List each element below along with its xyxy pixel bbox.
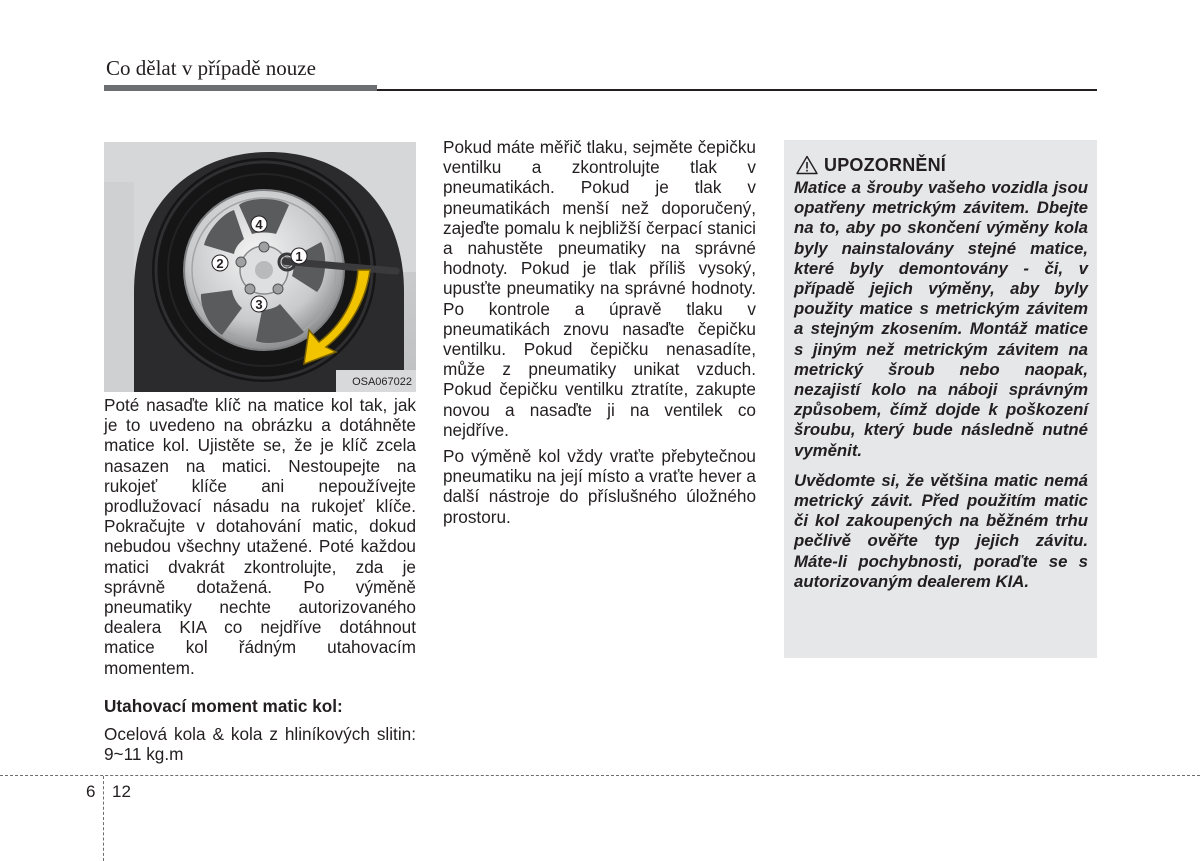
wheel-figure bbox=[104, 142, 416, 392]
figure-code: OSA067022 bbox=[352, 376, 412, 388]
column-left bbox=[104, 395, 416, 764]
callout-3: 3 bbox=[255, 297, 263, 312]
footer-divider bbox=[0, 775, 1200, 776]
warning-title: UPOZORNĚNÍ bbox=[824, 154, 947, 175]
warning-header bbox=[796, 153, 946, 177]
warning-body bbox=[794, 178, 1088, 592]
chapter-number: 6 bbox=[86, 782, 96, 801]
callout-4: 4 bbox=[255, 217, 263, 232]
warning-paragraph-1: Matice a šrouby vašeho vozidla jsou opatřeny metrickým závitem. Dbejte na to, aby po skončení výměny kola byly nainstalovány stejné matice, které byly demontovány - či, v případě jejich výměny, aby byly použity matice s metrickým závitem a stejným zkosením. Montáž matice s jiným než metrickým závitem na metrický šroub nebo naopak, nezajistí kolo na náboji správným způsobem, čímž dojde k poškození šroubu, který bude následně nutné vyměnit. bbox=[794, 178, 1088, 460]
footer-vertical-divider bbox=[103, 776, 104, 861]
storage-paragraph: Po výměně kol vždy vraťte přebytečnou pneumatiku na její místo a vraťte hever a další nástroje do příslušného úložného prostoru. bbox=[443, 446, 756, 527]
header-rule-thick bbox=[104, 85, 377, 91]
warning-triangle-icon bbox=[796, 155, 818, 175]
warning-paragraph-2: Uvědomte si, že většina matic nemá metrický závit. Před použitím matic či kol zakoupených na běžném trhu pečlivě ověřte typ jejich závitu. Máte-li pochybnosti, poraďte se s autorizovaným dealerem KIA. bbox=[794, 470, 1088, 591]
pressure-paragraph: Pokud máte měřič tlaku, sejměte čepičku ventilku a zkontrolujte tlak v pneumatikách. Pokud je tlak v pneumatikách menší než doporučený, zajeďte pomalu k nejbližší čerpací stanici a nahustěte pneumatiky na správné hodnoty. Pokud je tlak příliš vysoký, upusťte pneumatiky na správné hodnoty. Po kontrole a úpravě tlaku v pneumatikách znovu nasaďte čepičku ventilku. Pokud čepičku nenasadíte, může z pneumatiky unikat vzduch. Pokud čepičku ventilku ztratíte, zakupte novou a nasaďte ji na ventilek co nejdříve. bbox=[443, 137, 756, 440]
section-title: Co dělat v případě nouze bbox=[106, 56, 316, 80]
instruction-paragraph: Poté nasaďte klíč na matice kol tak, jak je to uvedeno na obrázku a dotáhněte matice kol. Ujistěte se, že je klíč zcela nasazen na matici. Nestoupejte na rukojeť klíče ani nepoužívejte prodlužovací násadu na rukojeť klíče. Pokračujte v dotahování matic, dokud nebudou všechny utažené. Poté každou matici dvakrát zkontrolujte, zda je správně dotažená. Po výměně pneumatiky nechte autorizovaného dealera KIA co nejdříve dotáhnout matice kol řádným utahovacím momentem. bbox=[104, 395, 416, 678]
page-number: 12 bbox=[112, 782, 131, 801]
header-rule-thin bbox=[377, 89, 1097, 91]
torque-heading: Utahovací moment matic kol: bbox=[104, 695, 343, 716]
callout-2: 2 bbox=[216, 256, 224, 271]
column-middle bbox=[443, 137, 756, 527]
callout-1: 1 bbox=[295, 249, 303, 264]
warning-box bbox=[784, 140, 1097, 658]
torque-value: Ocelová kola & kola z hliníkových slitin: 9~11 kg.m bbox=[104, 724, 416, 765]
wheel-illustration bbox=[104, 142, 416, 392]
